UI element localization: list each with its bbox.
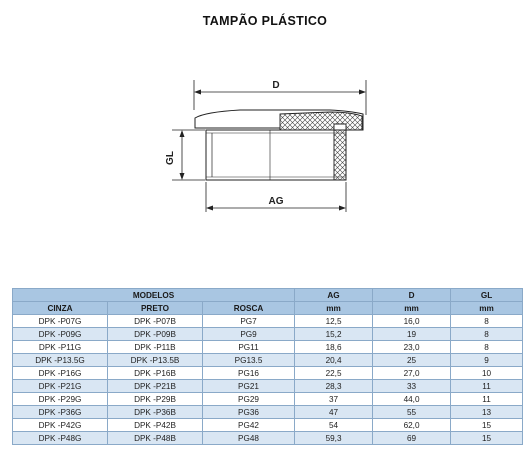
cell-cinza: DPK -P07G — [13, 315, 108, 328]
cell-cinza: DPK -P29G — [13, 393, 108, 406]
cell-ag: 28,3 — [295, 380, 373, 393]
cell-rosca: PG29 — [203, 393, 295, 406]
header-gl: GL — [451, 289, 523, 302]
table-row — [13, 393, 523, 406]
cell-cinza: DPK -P42G — [13, 419, 108, 432]
table-row — [13, 354, 523, 367]
cell-ag: 12,5 — [295, 315, 373, 328]
label-ag: AG — [268, 196, 284, 207]
cell-gl: 10 — [451, 367, 523, 380]
cell-ag: 22,5 — [295, 367, 373, 380]
header-ag: AG — [295, 289, 373, 302]
cell-cinza: DPK -P48G — [13, 432, 108, 445]
cell-d: 62,0 — [373, 419, 451, 432]
cell-gl: 15 — [451, 432, 523, 445]
header-d-unit: mm — [373, 302, 451, 315]
cell-rosca: PG21 — [203, 380, 295, 393]
header-gl-unit: mm — [451, 302, 523, 315]
cell-d: 23,0 — [373, 341, 451, 354]
cell-ag: 20,4 — [295, 354, 373, 367]
cell-preto: DPK -P09B — [108, 328, 203, 341]
cell-preto: DPK -P36B — [108, 406, 203, 419]
cell-ag: 18,6 — [295, 341, 373, 354]
cell-d: 27,0 — [373, 367, 451, 380]
cell-cinza: DPK -P21G — [13, 380, 108, 393]
cell-d: 69 — [373, 432, 451, 445]
cell-preto: DPK -P11B — [108, 341, 203, 354]
table-row — [13, 341, 523, 354]
cell-preto: DPK -P29B — [108, 393, 203, 406]
table-row — [13, 367, 523, 380]
table-row — [13, 419, 523, 432]
header-modelos: MODELOS — [13, 289, 295, 302]
cell-gl: 13 — [451, 406, 523, 419]
table-row — [13, 328, 523, 341]
table-body — [13, 315, 523, 445]
cell-gl: 8 — [451, 341, 523, 354]
cell-d: 25 — [373, 354, 451, 367]
cell-d: 19 — [373, 328, 451, 341]
table-row — [13, 315, 523, 328]
cell-rosca: PG42 — [203, 419, 295, 432]
cell-gl: 8 — [451, 328, 523, 341]
cell-gl: 9 — [451, 354, 523, 367]
table-row — [13, 380, 523, 393]
cell-ag: 59,3 — [295, 432, 373, 445]
table-row — [13, 406, 523, 419]
spec-table — [12, 288, 523, 445]
dimension-gl — [165, 130, 205, 180]
cell-gl: 15 — [451, 419, 523, 432]
cell-preto: DPK -P07B — [108, 315, 203, 328]
header-row-1 — [13, 289, 523, 302]
cell-ag: 54 — [295, 419, 373, 432]
cell-gl: 11 — [451, 380, 523, 393]
cell-ag: 37 — [295, 393, 373, 406]
cap-outline — [195, 110, 363, 180]
header-rosca: ROSCA — [203, 302, 295, 315]
label-d: D — [272, 80, 280, 91]
header-row-2 — [13, 302, 523, 315]
header-ag-unit: mm — [295, 302, 373, 315]
cell-d: 55 — [373, 406, 451, 419]
cell-d: 33 — [373, 380, 451, 393]
cell-rosca: PG48 — [203, 432, 295, 445]
cell-rosca: PG36 — [203, 406, 295, 419]
cell-d: 16,0 — [373, 315, 451, 328]
cell-rosca: PG9 — [203, 328, 295, 341]
cell-ag: 15,2 — [295, 328, 373, 341]
cell-preto: DPK -P13.5B — [108, 354, 203, 367]
page-title: TAMPÃO PLÁSTICO — [202, 14, 328, 28]
cell-cinza: DPK -P11G — [13, 341, 108, 354]
header-preto: PRETO — [108, 302, 203, 315]
cell-rosca: PG13.5 — [203, 354, 295, 367]
cell-cinza: DPK -P13.5G — [13, 354, 108, 367]
cell-gl: 8 — [451, 315, 523, 328]
cell-ag: 47 — [295, 406, 373, 419]
header-d: D — [373, 289, 451, 302]
dimension-ag — [206, 182, 346, 212]
cell-cinza: DPK -P09G — [13, 328, 108, 341]
table-row — [13, 432, 523, 445]
cell-rosca: PG16 — [203, 367, 295, 380]
cell-preto: DPK -P21B — [108, 380, 203, 393]
label-gl: GL — [165, 151, 176, 165]
cell-rosca: PG11 — [203, 341, 295, 354]
cell-preto: DPK -P16B — [108, 367, 203, 380]
cell-rosca: PG7 — [203, 315, 295, 328]
cell-preto: DPK -P42B — [108, 419, 203, 432]
cell-d: 44,0 — [373, 393, 451, 406]
cell-gl: 11 — [451, 393, 523, 406]
header-cinza: CINZA — [13, 302, 108, 315]
cell-cinza: DPK -P16G — [13, 367, 108, 380]
cell-preto: DPK -P48B — [108, 432, 203, 445]
cell-cinza: DPK -P36G — [13, 406, 108, 419]
